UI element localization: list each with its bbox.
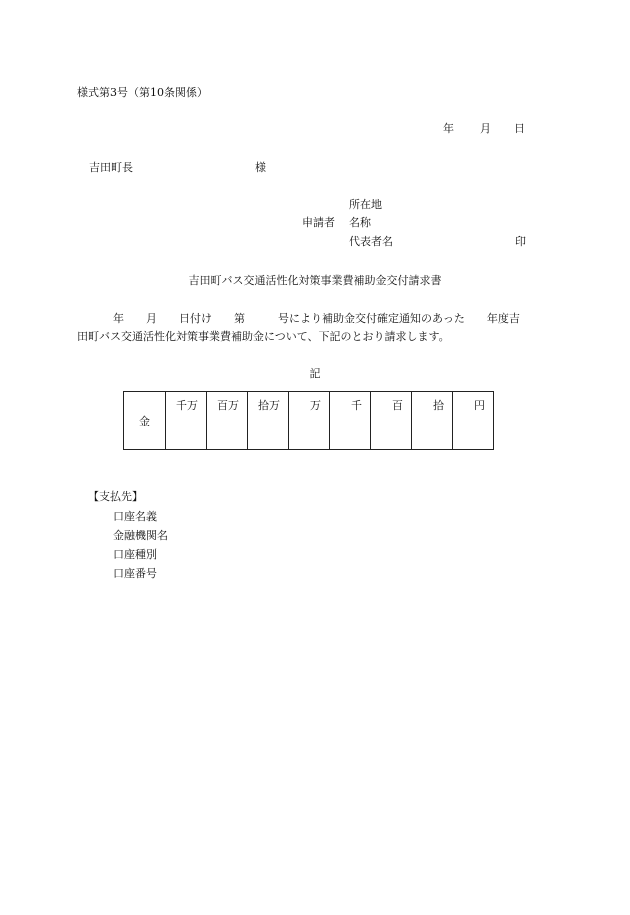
unit-label: 千万 [176,399,198,412]
payee-item-account-number: 口座番号 [113,567,157,580]
amount-row [124,392,494,450]
applicant-address-label: 所在地 [349,198,382,211]
seal-mark: 印 [515,235,526,248]
payee-item-bank-name: 金融機関名 [113,529,168,542]
amount-cell-juman[interactable] [248,392,289,450]
payee-heading: 【支払先】 [88,490,143,503]
applicant-label: 申請者 [302,216,335,229]
addressee-honorific: 様 [255,161,266,174]
applicant-representative-label: 代表者名 [349,235,393,248]
amount-cell-sen[interactable] [330,392,371,450]
unit-label: 百 [392,399,403,412]
ki-heading: 記 [309,367,321,380]
date-line [443,122,525,136]
body-text-line-2: 田町バス交通活性化対策事業費補助金について、下記のとおり請求します。 [77,330,450,343]
payee-item-account-holder: 口座名義 [113,510,157,523]
unit-label: 拾万 [258,399,280,412]
date-day: 日 [514,122,525,135]
amount-label-cell: 金 [124,392,166,450]
addressee-name: 吉田町長 [89,161,133,174]
amount-table [123,391,494,450]
document-title: 吉田町バス交通活性化対策事業費補助金交付請求書 [188,274,442,287]
date-year: 年 [443,122,454,135]
unit-label: 万 [310,399,321,412]
amount-cell-ju[interactable] [412,392,453,450]
payee-item-account-type: 口座種別 [113,548,157,561]
unit-label: 百万 [217,399,239,412]
amount-cell-man[interactable] [289,392,330,450]
unit-label: 千 [351,399,362,412]
amount-cell-hyaku[interactable] [371,392,412,450]
form-number: 様式第3号（第10条関係） [77,86,208,99]
amount-cell-senman[interactable] [166,392,207,450]
body-text-line-1: 年 月 日付け 第 号により補助金交付確定通知のあった 年度吉 [113,312,520,325]
amount-cell-en[interactable] [453,392,494,450]
applicant-name-label: 名称 [349,216,371,229]
unit-label: 拾 [433,399,444,412]
unit-label: 円 [474,399,485,412]
amount-cell-hyakuman[interactable] [207,392,248,450]
date-month: 月 [480,122,491,135]
